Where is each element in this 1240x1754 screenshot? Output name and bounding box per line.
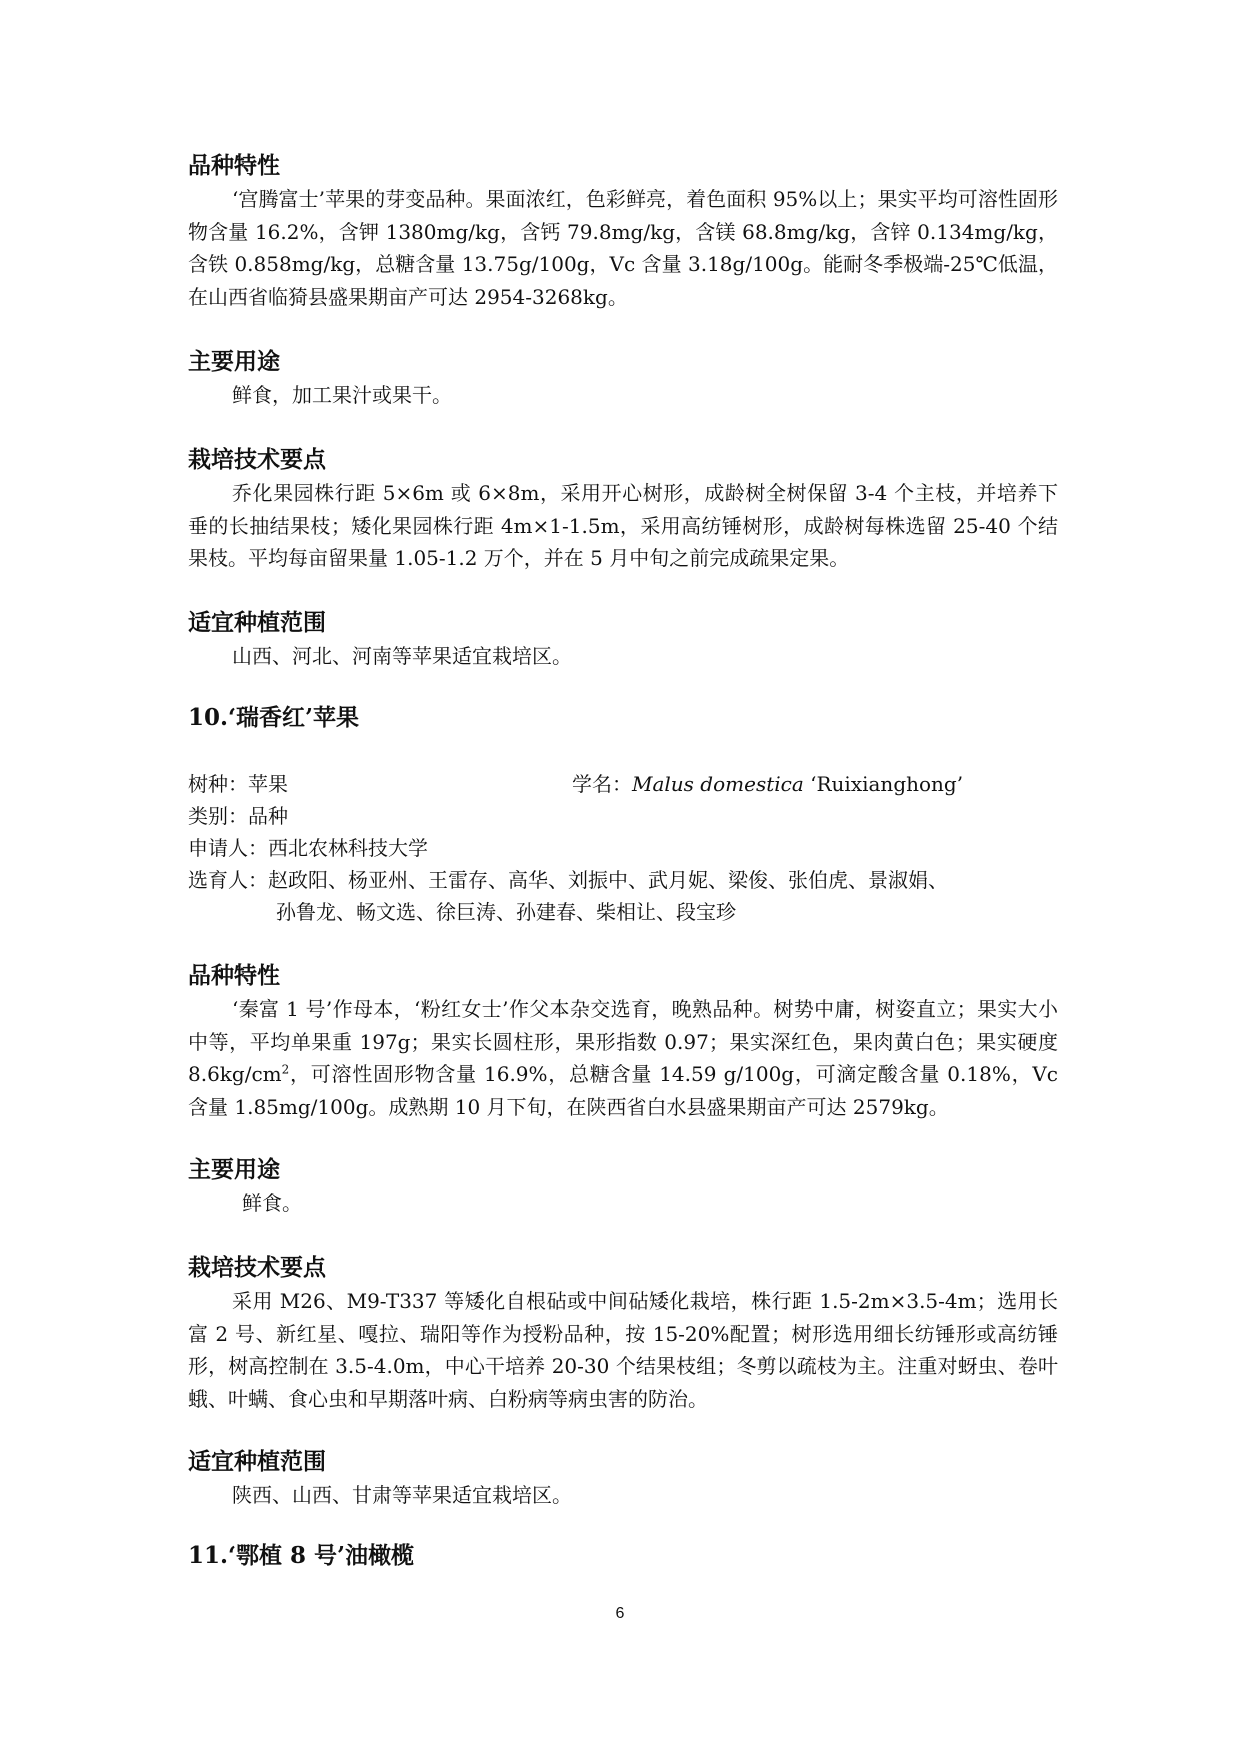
heading-cultivation: 栽培技术要点 <box>188 447 326 473</box>
scientific-name-label: 学名： <box>572 772 632 796</box>
heading-use: 主要用途 <box>188 349 280 375</box>
entry-title-11: 11.‘鄂植 8 号’油橄榄 <box>188 1542 415 1569</box>
scientific-name-field <box>572 768 963 800</box>
heading-traits-10: 品种特性 <box>188 963 280 989</box>
paragraph-use-10: 鲜食。 <box>242 1191 302 1215</box>
heading-traits: 品种特性 <box>188 153 280 179</box>
species-field: 树种：苹果 <box>188 772 288 796</box>
heading-cultivation-10: 栽培技术要点 <box>188 1255 326 1281</box>
heading-range-10: 适宜种植范围 <box>188 1449 326 1475</box>
traits-text-a: ‘秦富 1 号’作母本，‘粉红女士’作父本杂交选育，晚熟品种。树势中庸，树姿直立；果实大小中等，平均单果重 197g；果实长圆柱形，果形指数 0.97；果实深红色，果肉黄白色；果实硬度 8.6kg/cm <box>188 997 1058 1086</box>
paragraph-traits: ‘宫腾富士’苹果的芽变品种。果面浓红，色彩鲜亮，着色面积 95%以上；果实平均可溶性固形物含量 16.2%，含钾 1380mg/kg，含钙 79.8mg/kg，含镁 68.8mg/kg，含锌 0.134mg/kg，含铁 0.858mg/kg，总糖含量 13.75g/100g，Vc 含量 3.18g/100g。能耐冬季极端-25℃低温，在山西省临猗县盛果期亩产可达 2954-3268kg。 <box>188 187 1058 309</box>
applicant-field: 申请人：西北农林科技大学 <box>188 836 428 860</box>
paragraph-range: 山西、河北、河南等苹果适宜栽培区。 <box>232 644 572 668</box>
page-number: 6 <box>615 1605 625 1622</box>
heading-range: 适宜种植范围 <box>188 610 326 636</box>
scientific-genus: Malus domestica <box>632 772 804 796</box>
entry-title-10: 10.‘瑞香红’苹果 <box>188 704 360 731</box>
breeders-line-2: 孙鲁龙、畅文选、徐巨涛、孙建春、柴相让、段宝珍 <box>276 900 736 924</box>
paragraph-range-10: 陕西、山西、甘肃等苹果适宜栽培区。 <box>232 1483 572 1507</box>
category-field: 类别：品种 <box>188 804 288 828</box>
scientific-cultivar: ‘Ruixianghong’ <box>803 772 964 796</box>
traits-superscript: 2 <box>281 1062 290 1077</box>
paragraph-use: 鲜食，加工果汁或果干。 <box>232 383 452 407</box>
traits-text-b: ，可溶性固形物含量 16.9%，总糖含量 14.59 g/100g，可滴定酸含量 0.18%，Vc 含量 1.85mg/100g。成熟期 10 月下旬，在陕西省白水县盛果期亩产可达 2579kg。 <box>188 1062 1058 1119</box>
breeders-line-1: 选育人：赵政阳、杨亚州、王雷存、高华、刘振中、武月妮、梁俊、张伯虎、景淑娟、 <box>188 868 948 892</box>
paragraph-cultivation: 乔化果园株行距 5×6m 或 6×8m，采用开心树形，成龄树全树保留 3-4 个主枝，并培养下垂的长抽结果枝；矮化果园株行距 4m×1-1.5m，采用高纺锤树形，成龄树每株选留 25-40 个结果枝。平均每亩留果量 1.05-1.2 万个，并在 5 月中旬之前完成疏果定果。 <box>188 481 1058 570</box>
paragraph-cultivation-10: 采用 M26、M9-T337 等矮化自根砧或中间砧矮化栽培，株行距 1.5-2m×3.5-4m；选用长富 2 号、新红星、嘎拉、瑞阳等作为授粉品种，按 15-20%配置；树形选用细长纺锤形或高纺锤形，树高控制在 3.5-4.0m，中心干培养 20-30 个结果枝组；冬剪以疏枝为主。注重对蚜虫、卷叶蛾、叶螨、食心虫和早期落叶病、白粉病等病虫害的防治。 <box>188 1289 1058 1411</box>
paragraph-traits-10 <box>188 993 1058 1123</box>
heading-use-10: 主要用途 <box>188 1157 280 1183</box>
